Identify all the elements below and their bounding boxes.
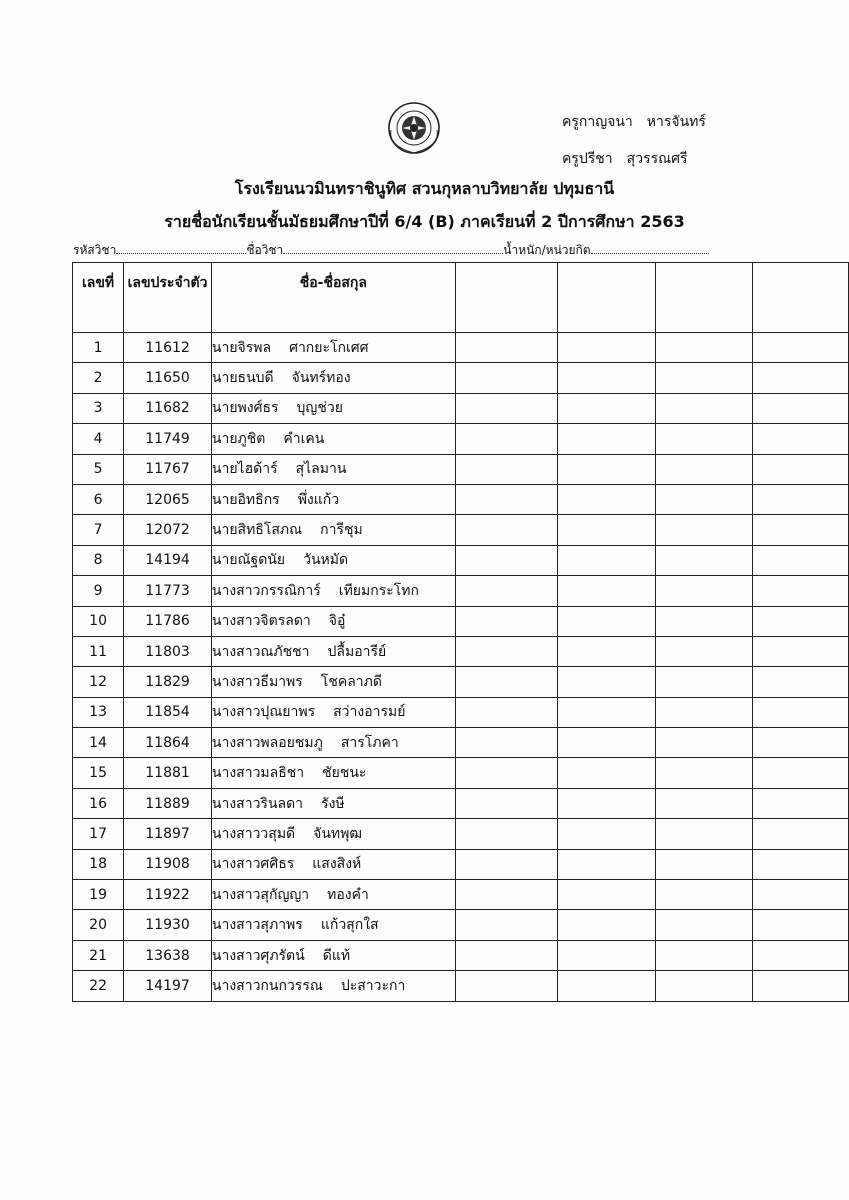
blank-cell	[455, 576, 557, 606]
student-first-name: นางสาววสุมดี	[211, 825, 296, 842]
row-full-name	[211, 728, 455, 758]
student-first-name: นางสาวณภัชชา	[211, 643, 310, 660]
student-first-name: นางสาวจิตรลดา	[211, 613, 311, 630]
header-blank	[557, 263, 655, 333]
student-first-name: นางสาวปุณยาพร	[211, 704, 316, 721]
blank-cell	[557, 424, 655, 454]
blank-cell	[557, 940, 655, 970]
student-last-name: วันหมัด	[303, 552, 349, 569]
student-first-name: นางสาวสุกัญญา	[211, 886, 310, 903]
blank-cell	[557, 667, 655, 697]
blank-cell	[752, 788, 848, 818]
blank-cell	[655, 667, 752, 697]
blank-cell	[455, 484, 557, 514]
student-first-name: นายพงศ์ธร	[211, 400, 279, 417]
student-first-name: นางสาวมลธิชา	[211, 765, 305, 782]
student-first-name: นางสาวศศิธร	[211, 856, 295, 873]
student-last-name: แสงสิงห์	[312, 856, 362, 873]
blank-cell	[655, 606, 752, 636]
blank-cell	[752, 606, 848, 636]
student-last-name: สุไลมาน	[295, 461, 347, 478]
table-row	[73, 849, 849, 879]
roster-body	[73, 333, 849, 1002]
student-first-name: นายธนบดี	[211, 370, 274, 387]
blank-cell	[557, 393, 655, 423]
blank-cell	[655, 636, 752, 666]
row-student-id: 11922	[124, 880, 212, 910]
blank-cell	[752, 363, 848, 393]
teacher-line	[562, 141, 706, 178]
blank-cell	[557, 484, 655, 514]
row-student-id: 11864	[124, 728, 212, 758]
row-student-id: 11854	[124, 697, 212, 727]
blank-cell	[752, 819, 848, 849]
blank-cell	[557, 333, 655, 363]
blank-cell	[557, 697, 655, 727]
blank-cell	[557, 971, 655, 1001]
student-first-name: นางสาวศุภรัตน์	[211, 947, 305, 964]
table-row	[73, 606, 849, 636]
table-row	[73, 454, 849, 484]
table-row	[73, 393, 849, 423]
row-student-id: 11908	[124, 849, 212, 879]
blank-cell	[655, 454, 752, 484]
row-full-name	[211, 636, 455, 666]
blank-cell	[557, 819, 655, 849]
blank-cell	[752, 728, 848, 758]
blank-cell	[655, 484, 752, 514]
row-number: 15	[73, 758, 124, 788]
student-last-name: โชคลาภดี	[320, 673, 382, 690]
student-last-name: ปลื้มอารีย์	[327, 643, 387, 660]
student-last-name: ชัยชนะ	[322, 765, 367, 782]
blank-cell	[752, 515, 848, 545]
student-last-name: สารโภคา	[340, 734, 399, 751]
student-last-name: รังษี	[321, 795, 345, 812]
blank-cell	[655, 424, 752, 454]
row-full-name	[211, 880, 455, 910]
row-student-id: 11881	[124, 758, 212, 788]
student-last-name: ศากยะโกเศศ	[289, 339, 369, 356]
student-last-name: พึ่งแก้ว	[297, 491, 340, 508]
student-first-name: นางสาวธีมาพร	[211, 673, 303, 690]
row-full-name	[211, 424, 455, 454]
blank-cell	[752, 333, 848, 363]
student-first-name: นางสาวกนกวรรณ	[211, 977, 323, 994]
table-row	[73, 333, 849, 363]
school-title: โรงเรียนนวมินทราชินูทิศ สวนกุหลาบวิทยาลัย ปทุมธานี	[234, 179, 615, 198]
row-full-name	[211, 393, 455, 423]
blank-cell	[455, 363, 557, 393]
row-number: 7	[73, 515, 124, 545]
subject-code-label: รหัสวิชา	[73, 243, 117, 257]
row-number: 9	[73, 576, 124, 606]
row-number: 20	[73, 910, 124, 940]
blank-cell	[455, 333, 557, 363]
blank-cell	[455, 636, 557, 666]
blank-cell	[655, 910, 752, 940]
student-first-name: นายอิทธิกร	[211, 491, 280, 508]
row-number: 1	[73, 333, 124, 363]
student-first-name: นายจิรพล	[211, 339, 272, 356]
table-row	[73, 697, 849, 727]
student-last-name: คำเคน	[283, 430, 325, 447]
row-student-id: 11829	[124, 667, 212, 697]
class-subtitle: รายชื่อนักเรียนชั้นมัธยมศึกษาปีที่ 6/4 (B) ภาคเรียนที่ 2 ปีการศึกษา 2563	[164, 212, 685, 231]
table-row	[73, 545, 849, 575]
row-number: 12	[73, 667, 124, 697]
credit-weight-label: น้ำหนัก/หน่วยกิต	[503, 243, 591, 257]
row-full-name	[211, 606, 455, 636]
header-student-id: เลขประจำตัว	[124, 263, 212, 333]
row-number: 17	[73, 819, 124, 849]
row-full-name	[211, 940, 455, 970]
student-first-name: นางสาวสุภาพร	[211, 917, 303, 934]
table-row	[73, 636, 849, 666]
row-number: 18	[73, 849, 124, 879]
student-first-name: นายสิทธิโสภณ	[211, 522, 303, 539]
row-number: 4	[73, 424, 124, 454]
row-student-id: 11773	[124, 576, 212, 606]
subject-name-blank	[283, 243, 503, 254]
blank-cell	[455, 971, 557, 1001]
blank-cell	[455, 606, 557, 636]
row-full-name	[211, 971, 455, 1001]
teacher-list	[562, 104, 706, 178]
table-row	[73, 667, 849, 697]
row-student-id: 12072	[124, 515, 212, 545]
blank-cell	[752, 940, 848, 970]
blank-cell	[557, 545, 655, 575]
blank-cell	[655, 758, 752, 788]
blank-cell	[752, 971, 848, 1001]
row-number: 16	[73, 788, 124, 818]
blank-cell	[455, 697, 557, 727]
subject-code-blank	[116, 243, 246, 254]
blank-cell	[752, 880, 848, 910]
blank-cell	[752, 545, 848, 575]
row-number: 14	[73, 728, 124, 758]
row-student-id: 11930	[124, 910, 212, 940]
blank-cell	[455, 788, 557, 818]
student-last-name: จันทพุฒ	[313, 825, 363, 842]
row-full-name	[211, 667, 455, 697]
blank-cell	[752, 758, 848, 788]
header-full-name: ชื่อ-ชื่อสกุล	[211, 263, 455, 333]
blank-cell	[455, 515, 557, 545]
blank-cell	[655, 515, 752, 545]
student-last-name: แก้วสุกใส	[320, 917, 379, 934]
blank-cell	[752, 849, 848, 879]
row-full-name	[211, 484, 455, 514]
subject-name-label: ชื่อวิชา	[246, 243, 284, 257]
blank-cell	[455, 728, 557, 758]
table-row	[73, 940, 849, 970]
student-first-name: นางสาวพลอยชมภู	[211, 734, 323, 751]
table-row	[73, 819, 849, 849]
blank-cell	[655, 819, 752, 849]
blank-cell	[752, 697, 848, 727]
table-row	[73, 363, 849, 393]
row-number: 10	[73, 606, 124, 636]
blank-cell	[557, 636, 655, 666]
student-roster-table	[72, 262, 849, 1002]
row-student-id: 13638	[124, 940, 212, 970]
student-last-name: ดีแท้	[322, 947, 351, 964]
table-row	[73, 971, 849, 1001]
student-last-name: สว่างอารมย์	[333, 704, 406, 721]
row-full-name	[211, 910, 455, 940]
row-full-name	[211, 849, 455, 879]
blank-cell	[655, 940, 752, 970]
blank-cell	[655, 363, 752, 393]
table-row	[73, 728, 849, 758]
row-full-name	[211, 697, 455, 727]
table-row	[73, 424, 849, 454]
student-last-name: ทองคำ	[327, 886, 369, 903]
blank-cell	[752, 576, 848, 606]
student-first-name: นางสาวกรรณิการ์	[211, 582, 321, 599]
row-full-name	[211, 333, 455, 363]
header-blank	[455, 263, 557, 333]
row-student-id: 11682	[124, 393, 212, 423]
blank-cell	[455, 910, 557, 940]
subject-info-line	[73, 241, 763, 260]
row-number: 13	[73, 697, 124, 727]
row-number: 5	[73, 454, 124, 484]
table-row	[73, 788, 849, 818]
student-last-name: เทียมกระโทก	[338, 582, 419, 599]
row-full-name	[211, 363, 455, 393]
blank-cell	[752, 454, 848, 484]
table-row	[73, 758, 849, 788]
blank-cell	[455, 880, 557, 910]
row-number: 21	[73, 940, 124, 970]
blank-cell	[455, 393, 557, 423]
blank-cell	[557, 728, 655, 758]
blank-cell	[557, 910, 655, 940]
blank-cell	[455, 758, 557, 788]
row-number: 19	[73, 880, 124, 910]
blank-cell	[752, 484, 848, 514]
row-student-id: 11749	[124, 424, 212, 454]
header-blank	[655, 263, 752, 333]
row-number: 22	[73, 971, 124, 1001]
blank-cell	[455, 545, 557, 575]
row-full-name	[211, 454, 455, 484]
blank-cell	[455, 667, 557, 697]
blank-cell	[752, 424, 848, 454]
blank-cell	[455, 849, 557, 879]
teacher-last-name: หารจันทร์	[646, 114, 706, 130]
student-last-name: จันทร์ทอง	[291, 370, 351, 387]
student-last-name: จิอู๋	[328, 613, 346, 630]
blank-cell	[455, 819, 557, 849]
row-number: 3	[73, 393, 124, 423]
row-student-id: 11897	[124, 819, 212, 849]
header-blank	[752, 263, 848, 333]
blank-cell	[752, 636, 848, 666]
student-last-name: บุญช่วย	[296, 400, 343, 417]
blank-cell	[557, 758, 655, 788]
student-first-name: นายณัฐดนัย	[211, 552, 286, 569]
table-row	[73, 880, 849, 910]
blank-cell	[455, 454, 557, 484]
blank-cell	[655, 576, 752, 606]
blank-cell	[655, 728, 752, 758]
row-full-name	[211, 758, 455, 788]
teacher-last-name: สุวรรณศรี	[626, 151, 688, 167]
blank-cell	[752, 393, 848, 423]
blank-cell	[557, 849, 655, 879]
blank-cell	[557, 788, 655, 818]
row-student-id: 12065	[124, 484, 212, 514]
row-full-name	[211, 819, 455, 849]
row-student-id: 11786	[124, 606, 212, 636]
table-row	[73, 484, 849, 514]
table-row	[73, 910, 849, 940]
teacher-first-name: ครูกาญจนา	[562, 114, 633, 130]
blank-cell	[557, 576, 655, 606]
blank-cell	[557, 454, 655, 484]
row-full-name	[211, 515, 455, 545]
school-seal-icon	[378, 100, 450, 156]
blank-cell	[655, 849, 752, 879]
student-first-name: นางสาวรินลดา	[211, 795, 304, 812]
teacher-line	[562, 104, 706, 141]
row-student-id: 11612	[124, 333, 212, 363]
table-row	[73, 576, 849, 606]
blank-cell	[455, 940, 557, 970]
blank-cell	[655, 333, 752, 363]
row-full-name	[211, 545, 455, 575]
blank-cell	[655, 545, 752, 575]
row-student-id: 11803	[124, 636, 212, 666]
row-number: 6	[73, 484, 124, 514]
credit-weight-blank	[591, 243, 709, 254]
teacher-first-name: ครูปรีชา	[562, 151, 613, 167]
table-header-row	[73, 263, 849, 333]
row-student-id: 14197	[124, 971, 212, 1001]
blank-cell	[557, 606, 655, 636]
blank-cell	[655, 788, 752, 818]
row-number: 2	[73, 363, 124, 393]
table-row	[73, 515, 849, 545]
row-student-id: 14194	[124, 545, 212, 575]
student-first-name: นายภูชิต	[211, 430, 266, 447]
blank-cell	[455, 424, 557, 454]
blank-cell	[655, 697, 752, 727]
blank-cell	[655, 393, 752, 423]
blank-cell	[557, 515, 655, 545]
blank-cell	[655, 880, 752, 910]
row-student-id: 11767	[124, 454, 212, 484]
blank-cell	[752, 910, 848, 940]
row-full-name	[211, 788, 455, 818]
header-number: เลขที่	[73, 263, 124, 333]
row-number: 8	[73, 545, 124, 575]
student-last-name: การีชุม	[320, 522, 363, 539]
blank-cell	[655, 971, 752, 1001]
student-first-name: นายไฮด้าร์	[211, 461, 278, 478]
row-student-id: 11889	[124, 788, 212, 818]
row-student-id: 11650	[124, 363, 212, 393]
blank-cell	[557, 363, 655, 393]
blank-cell	[752, 667, 848, 697]
row-full-name	[211, 576, 455, 606]
blank-cell	[557, 880, 655, 910]
row-number: 11	[73, 636, 124, 666]
student-last-name: ปะสาวะกา	[340, 977, 406, 994]
